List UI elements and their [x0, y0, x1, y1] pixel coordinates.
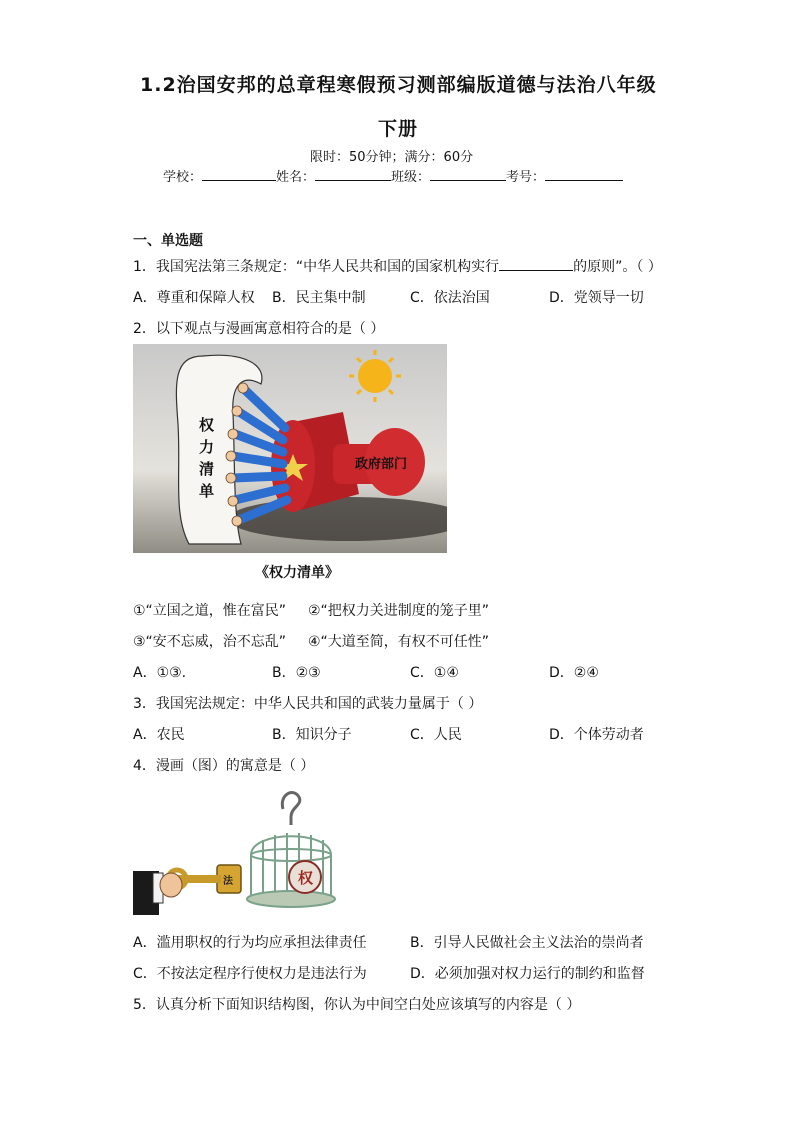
question-mark-hook — [282, 793, 300, 825]
q2-view-3: ③“安不忘威，治不忘乱” — [133, 634, 287, 650]
q1-option-d: D．党领导一切 — [549, 290, 644, 306]
class-label: 班级： — [391, 170, 431, 185]
q2-option-d: D．②④ — [549, 665, 599, 681]
school-label: 学校： — [163, 170, 203, 185]
seal-label: 政府部门 — [355, 457, 408, 472]
page-title: 1.2治国安邦的总章程寒假预习测部编版道德与法治八年级 — [140, 74, 657, 96]
birdcage-cartoon — [133, 785, 339, 917]
cartoon-caption: 《权力清单》 — [255, 565, 339, 581]
q4-option-a: A．滥用职权的行为均应承担法律责任 — [133, 935, 367, 951]
name-label: 姓名： — [276, 170, 316, 185]
scroll-char-1: 权 — [199, 416, 215, 434]
q3-option-b: B．知识分子 — [272, 727, 352, 743]
page-title-line2: 下册 — [378, 118, 419, 140]
q3-option-a: A．农民 — [133, 727, 185, 743]
q1-stem-part2: 的原则”。（ ） — [573, 259, 662, 275]
question-4-stem: 4．漫画（图）的寓意是（ ） — [133, 758, 315, 774]
q3-option-d: D．个体劳动者 — [549, 727, 644, 743]
name-blank — [315, 168, 391, 181]
key-label: 法 — [223, 876, 233, 887]
q3-option-c: C．人民 — [410, 727, 462, 743]
q2-view-1: ①“立国之道，惟在富民” — [133, 603, 287, 619]
q1-stem-part1: 1．我国宪法第三条规定：“中华人民共和国的国家机构实行 — [133, 259, 500, 275]
time-score-limits: 限时：50分钟；满分：60分 — [310, 150, 474, 165]
cage — [251, 833, 331, 897]
student-info-line — [163, 166, 623, 185]
q2-view-4: ④“大道至简，有权不可任性” — [308, 634, 490, 650]
school-blank — [202, 168, 276, 181]
q4-option-d: D．必须加强对权力运行的制约和监督 — [410, 966, 645, 982]
q1-blank — [499, 258, 573, 271]
q4-option-c: C．不按法定程序行使权力是违法行为 — [133, 966, 367, 982]
section-heading: 一、单选题 — [133, 233, 203, 249]
scroll-char-4: 单 — [199, 482, 215, 500]
question-3-stem: 3．我国宪法规定：中华人民共和国的武装力量属于（ ） — [133, 696, 483, 712]
power-mark: 权 — [298, 869, 314, 887]
class-blank — [430, 168, 506, 181]
number-blank — [545, 168, 623, 181]
hand-icon — [160, 873, 182, 897]
q2-option-c: C．①④ — [410, 665, 459, 681]
question-2-stem: 2．以下观点与漫画寓意相符合的是（ ） — [133, 321, 385, 337]
question-1-stem — [133, 256, 662, 276]
scroll-char-2: 力 — [199, 438, 215, 456]
q1-option-b: B．民主集中制 — [272, 290, 366, 306]
question-5-stem: 5．认真分析下面知识结构图，你认为中间空白处应该填写的内容是（ ） — [133, 997, 581, 1013]
q1-option-a: A．尊重和保障人权 — [133, 290, 255, 306]
scroll-char-3: 清 — [199, 460, 215, 478]
power-list-cartoon — [133, 344, 447, 553]
q4-option-b: B．引导人民做社会主义法治的崇尚者 — [410, 935, 644, 951]
q2-option-a: A．①③. — [133, 665, 187, 681]
q2-view-2: ②“把权力关进制度的笼子里” — [308, 603, 490, 619]
number-label: 考号： — [506, 170, 546, 185]
cage-base — [247, 891, 335, 907]
q1-option-c: C．依法治国 — [410, 290, 490, 306]
q2-option-b: B．②③ — [272, 665, 321, 681]
